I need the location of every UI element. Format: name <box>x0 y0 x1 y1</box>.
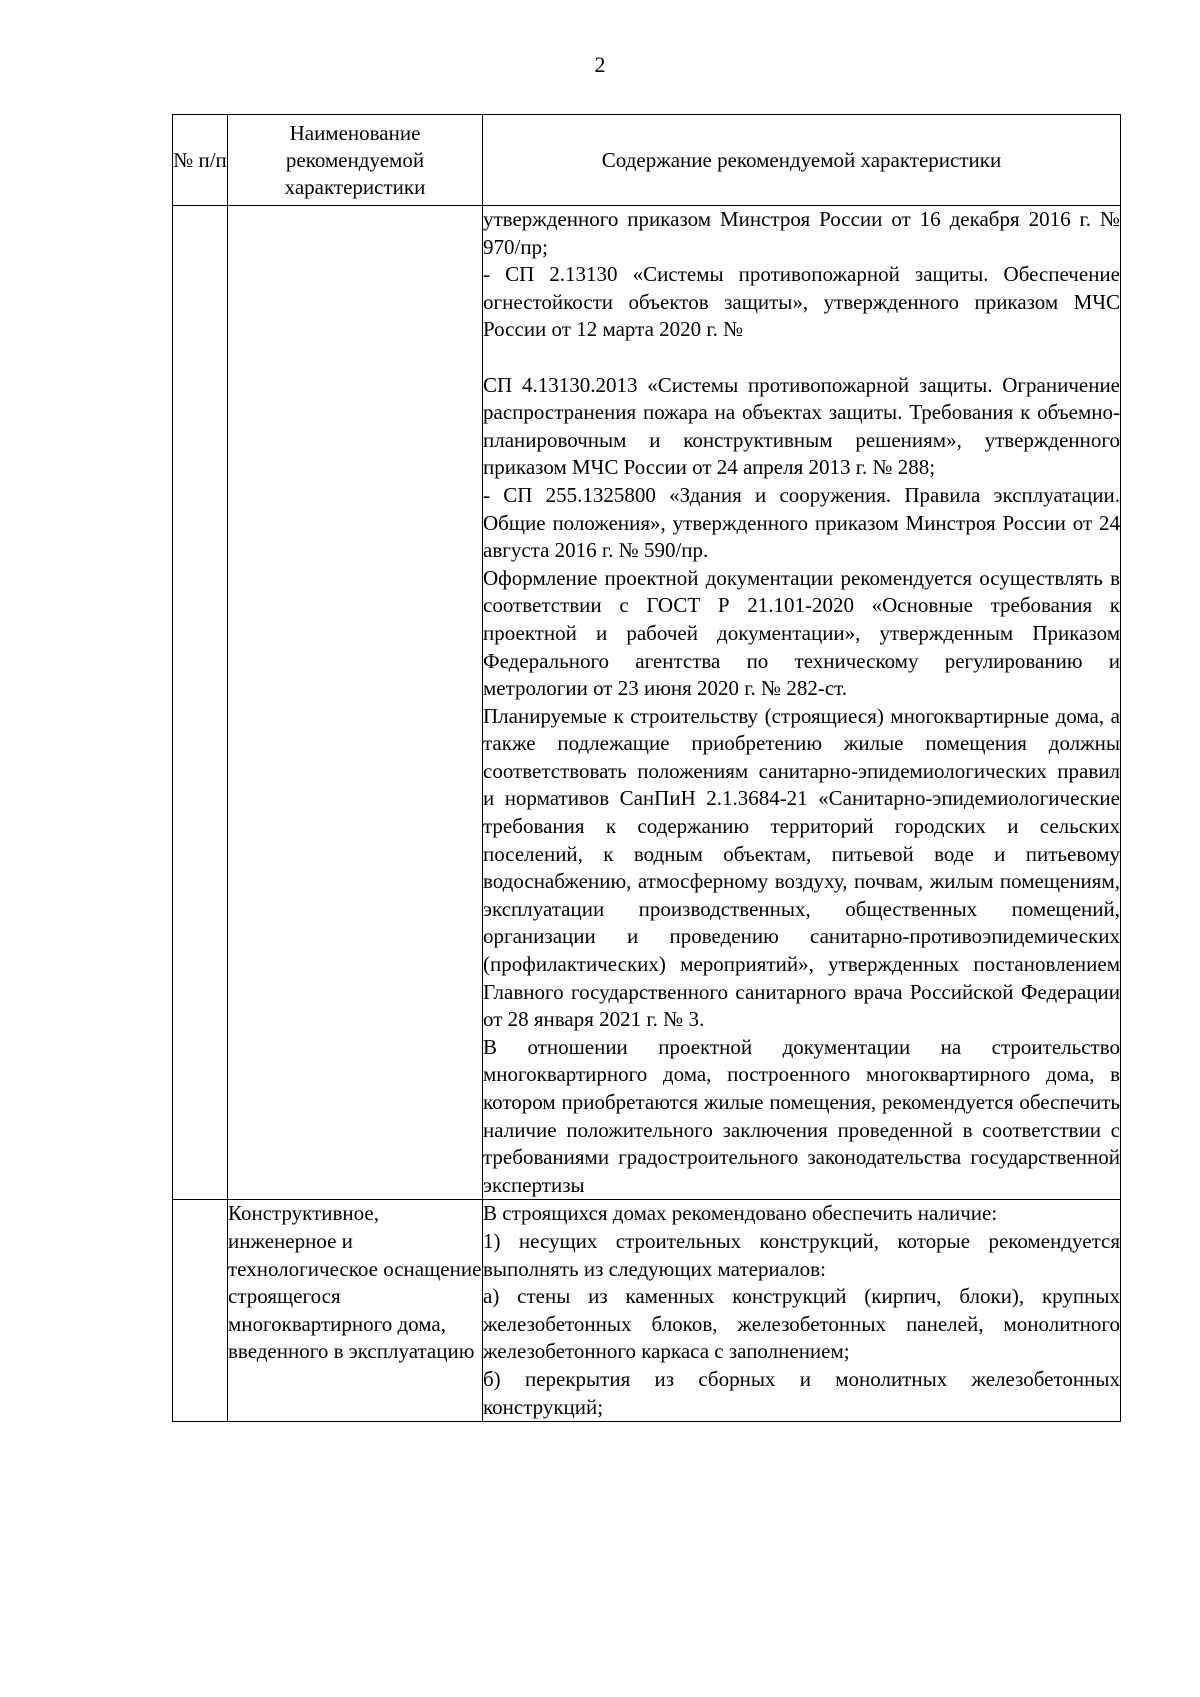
paragraph: СП 4.13130.2013 «Системы противопожарной защиты. Ограничение распространения пожара на объектах защиты. Требования к объемно-планировочным и конструктивным решениям», утвержденного приказом МЧС России от 24 апреля 2013 г. № 288; <box>483 372 1120 480</box>
paragraph: Планируемые к строительству (строящиеся) многоквартирные дома, а также подлежащие приобретению жилые помещения должны соответствовать положениям санитарно-эпидемиологических правил и нормативов СанПиН 2.1.3684-21 «Санитарно-эпидемиологические требования к содержанию территорий городских и сельских поселений, к водным объектам, питьевой воде и питьевому водоснабжению, атмосферному воздуху, почвам, жилым помещениям, эксплуатации производственных, общественных помещений, организации и проведению санитарно-противоэпидемических (профилактических) мероприятий», утвержденных постановлением Главного государственного санитарного врача Российской Федерации от 28 января 2021 г. № 3. <box>483 703 1120 1032</box>
table-row <box>173 206 1121 1200</box>
header-name: Наименование рекомендуемой характеристики <box>228 115 483 206</box>
paragraph: В строящихся домах рекомендовано обеспечить наличие: <box>483 1201 998 1226</box>
row2-name-cell: Конструктивное, инженерное и технологическое оснащение строящегося многоквартирного дома, введенного в эксплуатацию <box>228 1200 483 1422</box>
paragraph: 1) несущих строительных конструкций, которые рекомендуется выполнять из следующих материалов: <box>483 1228 1120 1281</box>
paragraph: В отношении проектной документации на строительство многоквартирного дома, построенного многоквартирного дома, в котором приобретаются жилые помещения, рекомендуется обеспечить наличие положительного заключения проведенной в соответствии с требованиями градостроительного законодательства государственной экспертизы <box>483 1034 1120 1197</box>
paragraph: - СП 2.13130 «Системы противопожарной защиты. Обеспечение огнестойкости объектов защиты», утвержденного приказом МЧС России от 12 марта 2020 г. № <box>483 262 1120 342</box>
table-header-row <box>173 115 1121 206</box>
paragraph: б) перекрытия из сборных и монолитных железобетонных конструкций; <box>483 1366 1120 1419</box>
row2-content-cell <box>483 1200 1121 1422</box>
paragraph: - СП 255.1325800 «Здания и сооружения. Правила эксплуатации. Общие положения», утвержденного приказом Минстроя России от 24 августа 2016 г. № 590/пр. <box>483 482 1120 563</box>
row1-content-cell <box>483 206 1121 1200</box>
characteristics-table <box>172 114 1121 1422</box>
paragraph: а) стены из каменных конструкций (кирпич, блоки), крупных железобетонных блоков, железобетонных панелей, монолитного железобетонного каркаса с заполнением; <box>483 1284 1120 1364</box>
paragraph: утвержденного приказом Минстроя России от 16 декабря 2016 г. № 970/пр; <box>483 207 1120 259</box>
row1-name-cell <box>228 206 483 1200</box>
row1-number-cell <box>173 206 228 1200</box>
page-number: 2 <box>594 52 606 77</box>
header-content: Содержание рекомендуемой характеристики <box>483 115 1121 206</box>
header-number: № п/п <box>173 115 228 206</box>
blank-line <box>483 344 1120 372</box>
paragraph: Оформление проектной документации рекомендуется осуществлять в соответствии с ГОСТ Р 21.101-2020 «Основные требования к проектной и рабочей документации», утвержденным Приказом Федерального агентства по техническому регулированию и метрологии от 23 июня 2020 г. № 282-ст. <box>483 565 1120 701</box>
table-row <box>173 1200 1121 1422</box>
row2-number-cell <box>173 1200 228 1422</box>
